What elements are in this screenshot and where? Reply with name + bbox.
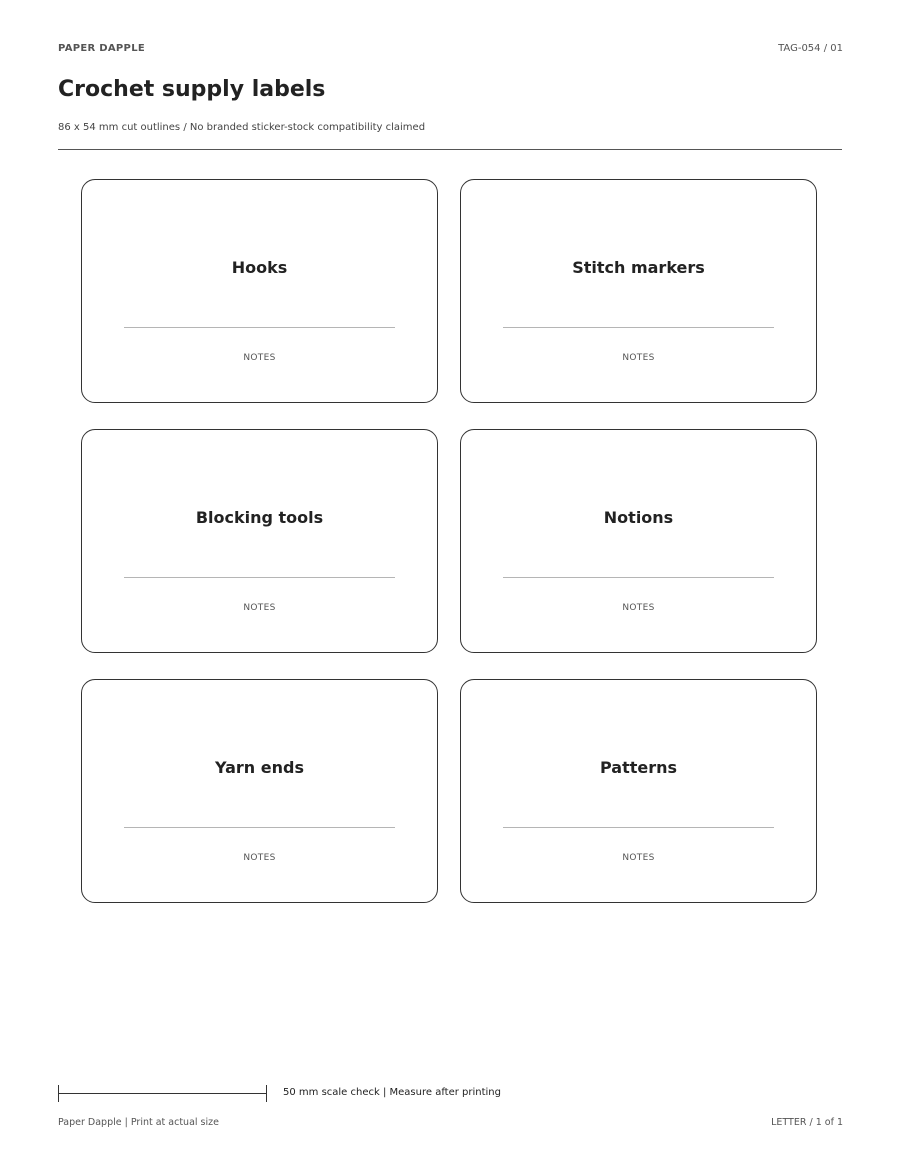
label-card [460,179,817,403]
label-card [460,679,817,903]
label-card [81,679,438,903]
label-card [460,429,817,653]
label-writing-line [503,327,774,328]
scale-bar-tick-left [58,1085,59,1102]
label-title: Hooks [231,258,288,277]
label-writing-line [124,327,395,328]
label-writing-line [124,827,395,828]
label-title: Notions [603,508,674,527]
label-writing-line [124,577,395,578]
scale-check-text: 50 mm scale check | Measure after printing [283,1087,501,1098]
label-title: Yarn ends [215,758,304,777]
label-notes: NOTES [243,853,276,863]
document-code: TAG-054 / 01 [778,43,843,54]
footer-print-note: Paper Dapple | Print at actual size [58,1117,219,1128]
header-rule [58,149,842,150]
label-notes: NOTES [622,853,655,863]
label-title: Patterns [599,758,678,777]
label-notes: NOTES [622,603,655,613]
label-card [81,429,438,653]
scale-bar-line [58,1093,267,1094]
label-writing-line [503,577,774,578]
scale-bar-tick-right [266,1085,267,1102]
label-writing-line [503,827,774,828]
page-subtitle: 86 x 54 mm cut outlines / No branded sticker-stock compatibility claimed [58,122,426,133]
label-title: Stitch markers [572,258,705,277]
label-title: Blocking tools [195,508,324,527]
label-notes: NOTES [243,353,276,363]
scale-bar [58,1085,267,1102]
label-card [81,179,438,403]
label-notes: NOTES [243,603,276,613]
footer-page-info: LETTER / 1 of 1 [771,1117,843,1128]
brand-name: PAPER DAPPLE [58,43,145,54]
label-notes: NOTES [622,353,655,363]
page-title: Crochet supply labels [58,77,326,102]
